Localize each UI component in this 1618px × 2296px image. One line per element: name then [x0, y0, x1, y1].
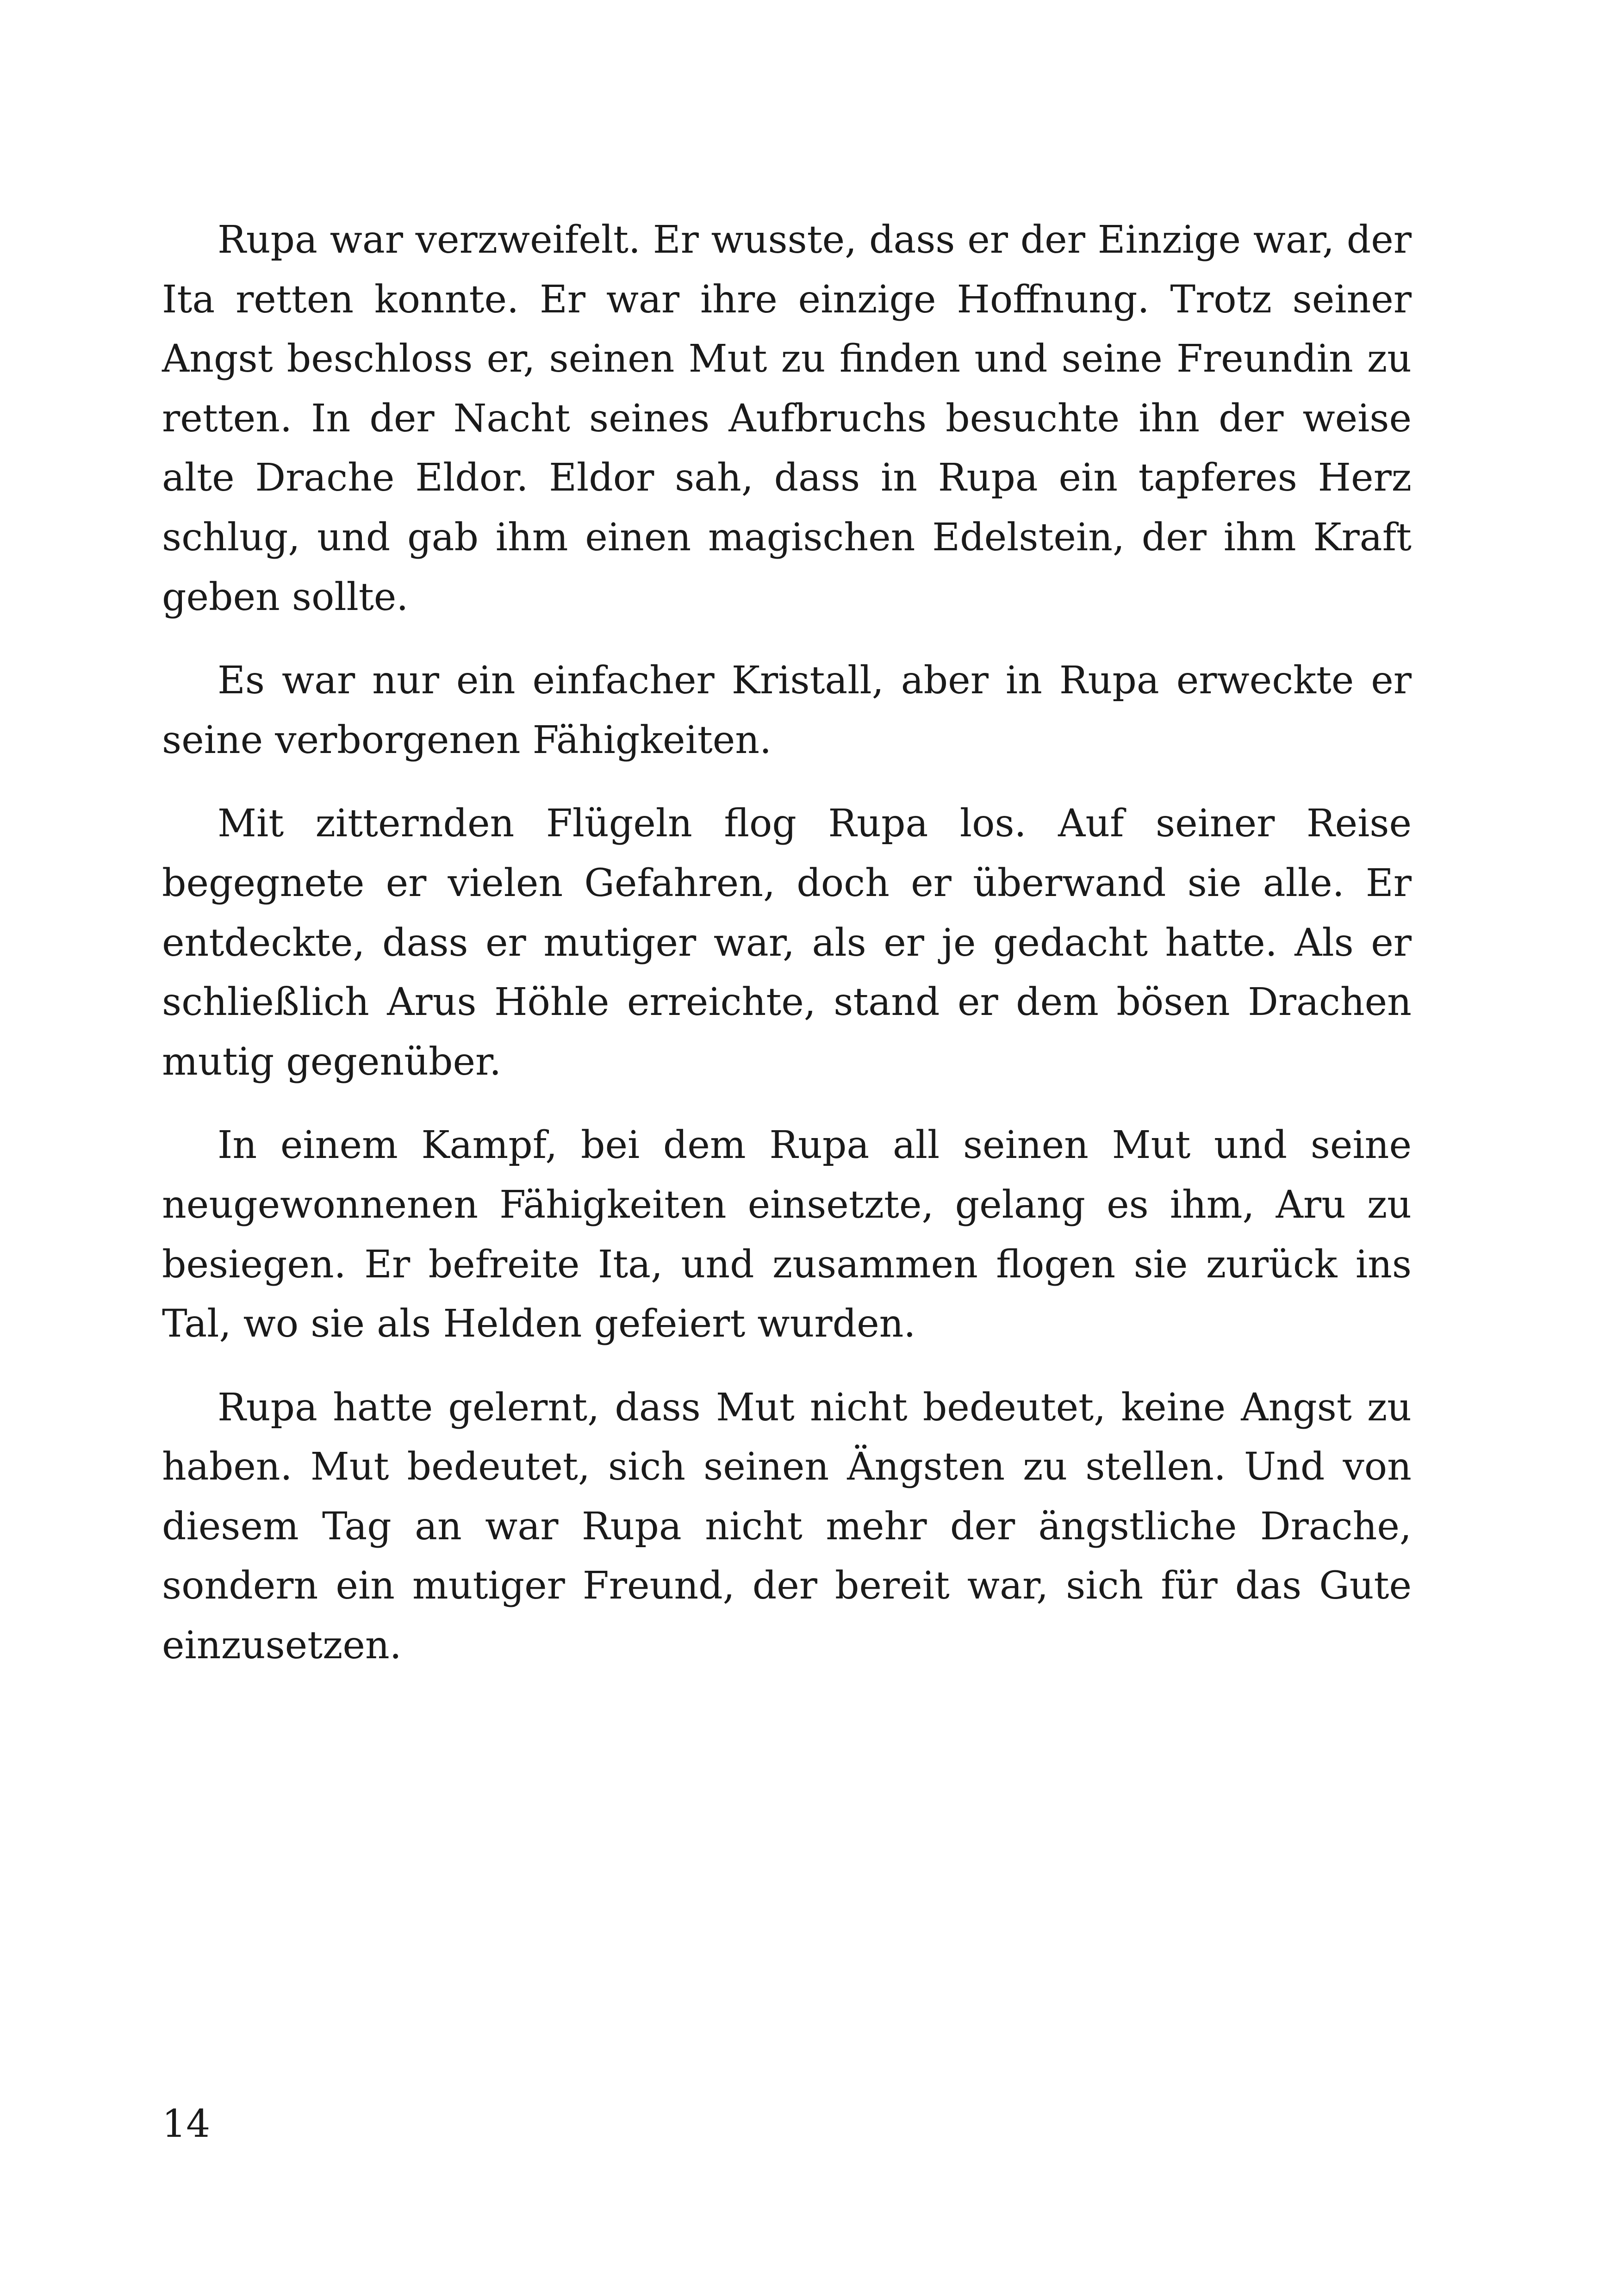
paragraph: Rupa war verzweifelt. Er wusste, dass er der Einzige war, der Ita retten konnte. Er war ihre einzige Hoffnung. Trotz seiner Angst beschloss er, seinen Mut zu finden und seine Freundin zu retten. In der Nacht seines Aufbruchs besuchte ihn der weise alte Drache Eldor. Eldor sah, dass in Rupa ein tapferes Herz schlug, und gab ihm einen magischen Edelstein, der ihm Kraft geben sollte. — [162, 218, 1412, 619]
paragraph: Rupa hatte gelernt, dass Mut nicht bedeutet, keine Angst zu haben. Mut bedeutet, sich seinen Ängsten zu stellen. Und von diesem Tag an war Rupa nicht mehr der ängstliche Drache, sondern ein mutiger Freund, der bereit war, sich für das Gute einzusetzen. — [162, 1385, 1412, 1668]
paragraph: In einem Kampf, bei dem Rupa all seinen Mut und seine neugewonnenen Fähigkeiten einsetzte, gelang es ihm, Aru zu besiegen. Er befreite Ita, und zusammen flogen sie zurück ins Tal, wo sie als Helden gefeiert wurden. — [162, 1123, 1412, 1346]
body-text — [162, 211, 1412, 1676]
paragraph: Mit zitternden Flügeln flog Rupa los. Auf seiner Reise begegnete er vielen Gefahren, doch er überwand sie alle. Er entdeckte, dass er mutiger war, als er je gedacht hatte. Als er schließlich Arus Höhle erreichte, stand er dem bösen Drachen mutig gegenüber. — [162, 802, 1412, 1084]
paragraph: Es war nur ein einfacher Kristall, aber in Rupa erweckte er seine verborgenen Fähigkeiten. — [162, 659, 1412, 762]
page-number: 14 — [162, 2102, 211, 2146]
